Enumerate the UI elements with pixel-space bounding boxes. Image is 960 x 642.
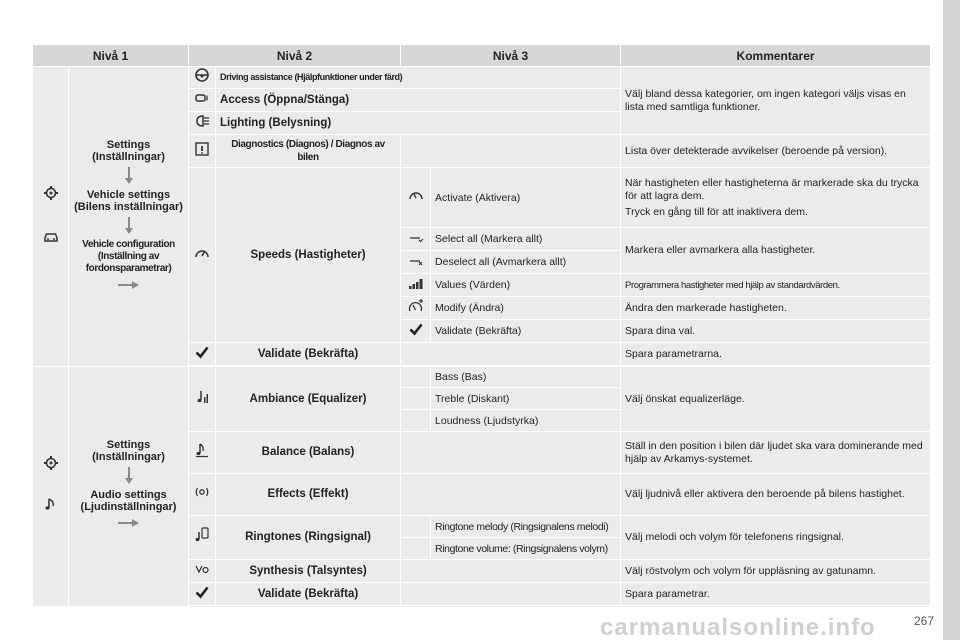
values-comment: Programmera hastigheter med hjälp av standardvärden. [621,274,931,297]
menu-driving-assistance[interactable]: Driving assistance (Hjälpfunktioner under färd) [216,67,621,89]
speed-limit-icon [408,187,424,203]
arrow-down-icon [124,217,134,235]
arrow-down-icon [124,167,134,185]
menu-treble[interactable]: Treble (Diskant) [431,388,621,410]
header-level3: Nivå 3 [401,45,621,67]
menu-activate[interactable]: Activate (Aktivera) [431,168,621,228]
menu-balance[interactable]: Balance (Balans) [216,432,401,474]
key-fob-icon [194,90,210,106]
activate-comment-line1: När hastigheten eller hastigheterna är markerade ska du trycka för att lagra dem. [625,176,919,202]
effects-icon [194,484,210,500]
menu-lighting[interactable]: Lighting (Belysning) [216,112,621,135]
synthesis-icon-cell [189,560,216,583]
menu-ringtone-melody[interactable]: Ringtone melody (Ringsignalens melodi) [431,516,621,538]
table-row [33,367,931,388]
level1-step-settings-audio: Settings (Inställningar) [92,439,165,464]
steering-wheel-icon [194,67,210,83]
diagnostics-icon-cell [189,135,216,168]
ringtones-icon-cell [189,516,216,560]
balance-note-icon [194,442,210,458]
deselect-all-icon [408,252,424,268]
menu-bass[interactable]: Bass (Bas) [431,367,621,388]
diagnostics-comment: Lista över detekterade avvikelser (beroende på version). [621,135,931,168]
checkmark-icon [194,584,210,600]
balance-comment: Ställ in den position i bilen där ljudet ska vara dominerande med hjälp av Arkamys-systemet. [621,432,931,474]
phone-note-icon [194,527,210,543]
arrow-right-icon [118,280,140,290]
activate-icon-cell [401,168,431,228]
empty-cell [401,410,431,432]
lighting-icon-cell [189,112,216,135]
level1-step-settings: Settings (Inställningar) [92,138,165,163]
validate-l3-icon-cell [401,320,431,343]
level1-step-vehicle-configuration: Vehicle configuration (Inställning av fordonsparametrar) [82,238,175,274]
empty-cell [401,135,621,168]
synthesis-comment: Välj röstvolym och volym för uppläsning av gatunamn. [621,560,931,583]
empty-cell [401,474,621,516]
modify-comment: Ändra den markerade hastigheten. [621,297,931,320]
effects-icon-cell [189,474,216,516]
level1-icons-audio [33,367,69,607]
categories-comment: Välj bland dessa kategorier, om ingen kategori väljs visas en lista med samtliga funktioner. [621,67,931,135]
validate-audio-comment: Spara parametrar. [621,583,931,606]
effects-comment: Välj ljudnivå eller aktivera den beroende på bilens hastighet. [621,474,931,516]
values-icon-cell [401,274,431,297]
speedometer-icon [194,245,210,261]
page-number: 267 [913,614,934,628]
menu-diagnostics[interactable]: Diagnostics (Diagnos) / Diagnos av bilen [216,135,401,168]
level1-path-vehicle [69,67,189,367]
menu-speeds[interactable]: Speeds (Hastigheter) [216,168,401,343]
validate-speeds-comment: Spara dina val. [621,320,931,343]
empty-cell [401,538,431,560]
menu-values[interactable]: Values (Värden) [431,274,621,297]
level1-step-audio-settings: Audio settings (Ljudinställningar) [80,489,177,514]
checkmark-icon [194,344,210,360]
menu-deselect-all[interactable]: Deselect all (Avmarkera allt) [431,251,621,274]
settings-gear-icon [43,455,59,471]
car-icon [43,228,59,244]
arrow-right-icon [118,518,140,528]
empty-cell [401,388,431,410]
voice-synthesis-icon [194,561,210,577]
diagnostics-icon [194,141,210,157]
music-note-icon [43,496,59,512]
empty-cell [401,367,431,388]
validate-audio-icon-cell [189,583,216,606]
ambiance-icon-cell [189,367,216,432]
menu-validate-speeds[interactable]: Validate (Bekräfta) [431,320,621,343]
menu-ringtones[interactable]: Ringtones (Ringsignal) [216,516,401,560]
activate-comment [621,168,931,228]
ringtones-comment: Välj melodi och volym för telefonens ringsignal. [621,516,931,560]
menu-access[interactable]: Access (Öppna/Stänga) [216,89,621,112]
checkmark-icon [408,321,424,337]
balance-icon-cell [189,432,216,474]
page-edge-strip [943,0,960,640]
arrow-down-icon [124,467,134,485]
select-comment: Markera eller avmarkera alla hastigheter. [621,228,931,274]
deselect-all-icon-cell [401,251,431,274]
empty-cell [401,343,621,366]
validate-icon-cell [189,343,216,366]
activate-comment-line2: Tryck en gång till för att inaktivera dem. [625,205,808,218]
table-header-row [33,45,931,67]
settings-menu-table [32,44,931,607]
menu-ambiance[interactable]: Ambiance (Equalizer) [216,367,401,432]
menu-loudness[interactable]: Loudness (Ljudstyrka) [431,410,621,432]
header-comments: Kommentarer [621,45,931,67]
speeds-icon-cell [189,168,216,343]
bar-levels-icon [408,275,424,291]
equalizer-icon [194,389,210,405]
header-level2: Nivå 2 [189,45,401,67]
empty-cell [401,583,621,606]
table-row [33,67,931,89]
empty-cell [401,560,621,583]
select-all-icon [408,229,424,245]
header-level1: Nivå 1 [33,45,189,67]
menu-validate-audio[interactable]: Validate (Bekräfta) [216,583,401,606]
level1-path-audio [69,367,189,607]
menu-validate-vehicle[interactable]: Validate (Bekräfta) [216,343,401,366]
menu-modify[interactable]: Modify (Ändra) [431,297,621,320]
modify-icon-cell [401,297,431,320]
ambiance-comment: Välj önskat equalizerläge. [621,367,931,432]
headlight-icon [194,113,210,129]
select-all-icon-cell [401,228,431,251]
menu-select-all[interactable]: Select all (Markera allt) [431,228,621,251]
access-icon-cell [189,89,216,112]
modify-speed-icon [408,298,424,314]
level1-step-vehicle-settings: Vehicle settings (Bilens inställningar) [74,188,183,213]
driving-assistance-icon-cell [189,67,216,89]
settings-gear-icon [43,185,59,201]
empty-cell [401,516,431,538]
watermark: carmanualsonline.info [600,614,876,641]
validate-vehicle-comment: Spara parametrarna. [621,343,931,366]
menu-effects[interactable]: Effects (Effekt) [216,474,401,516]
empty-cell [401,432,621,474]
menu-synthesis[interactable]: Synthesis (Talsyntes) [216,560,401,583]
level1-icons-vehicle [33,67,69,367]
menu-ringtone-volume[interactable]: Ringtone volume: (Ringsignalens volym) [431,538,621,560]
